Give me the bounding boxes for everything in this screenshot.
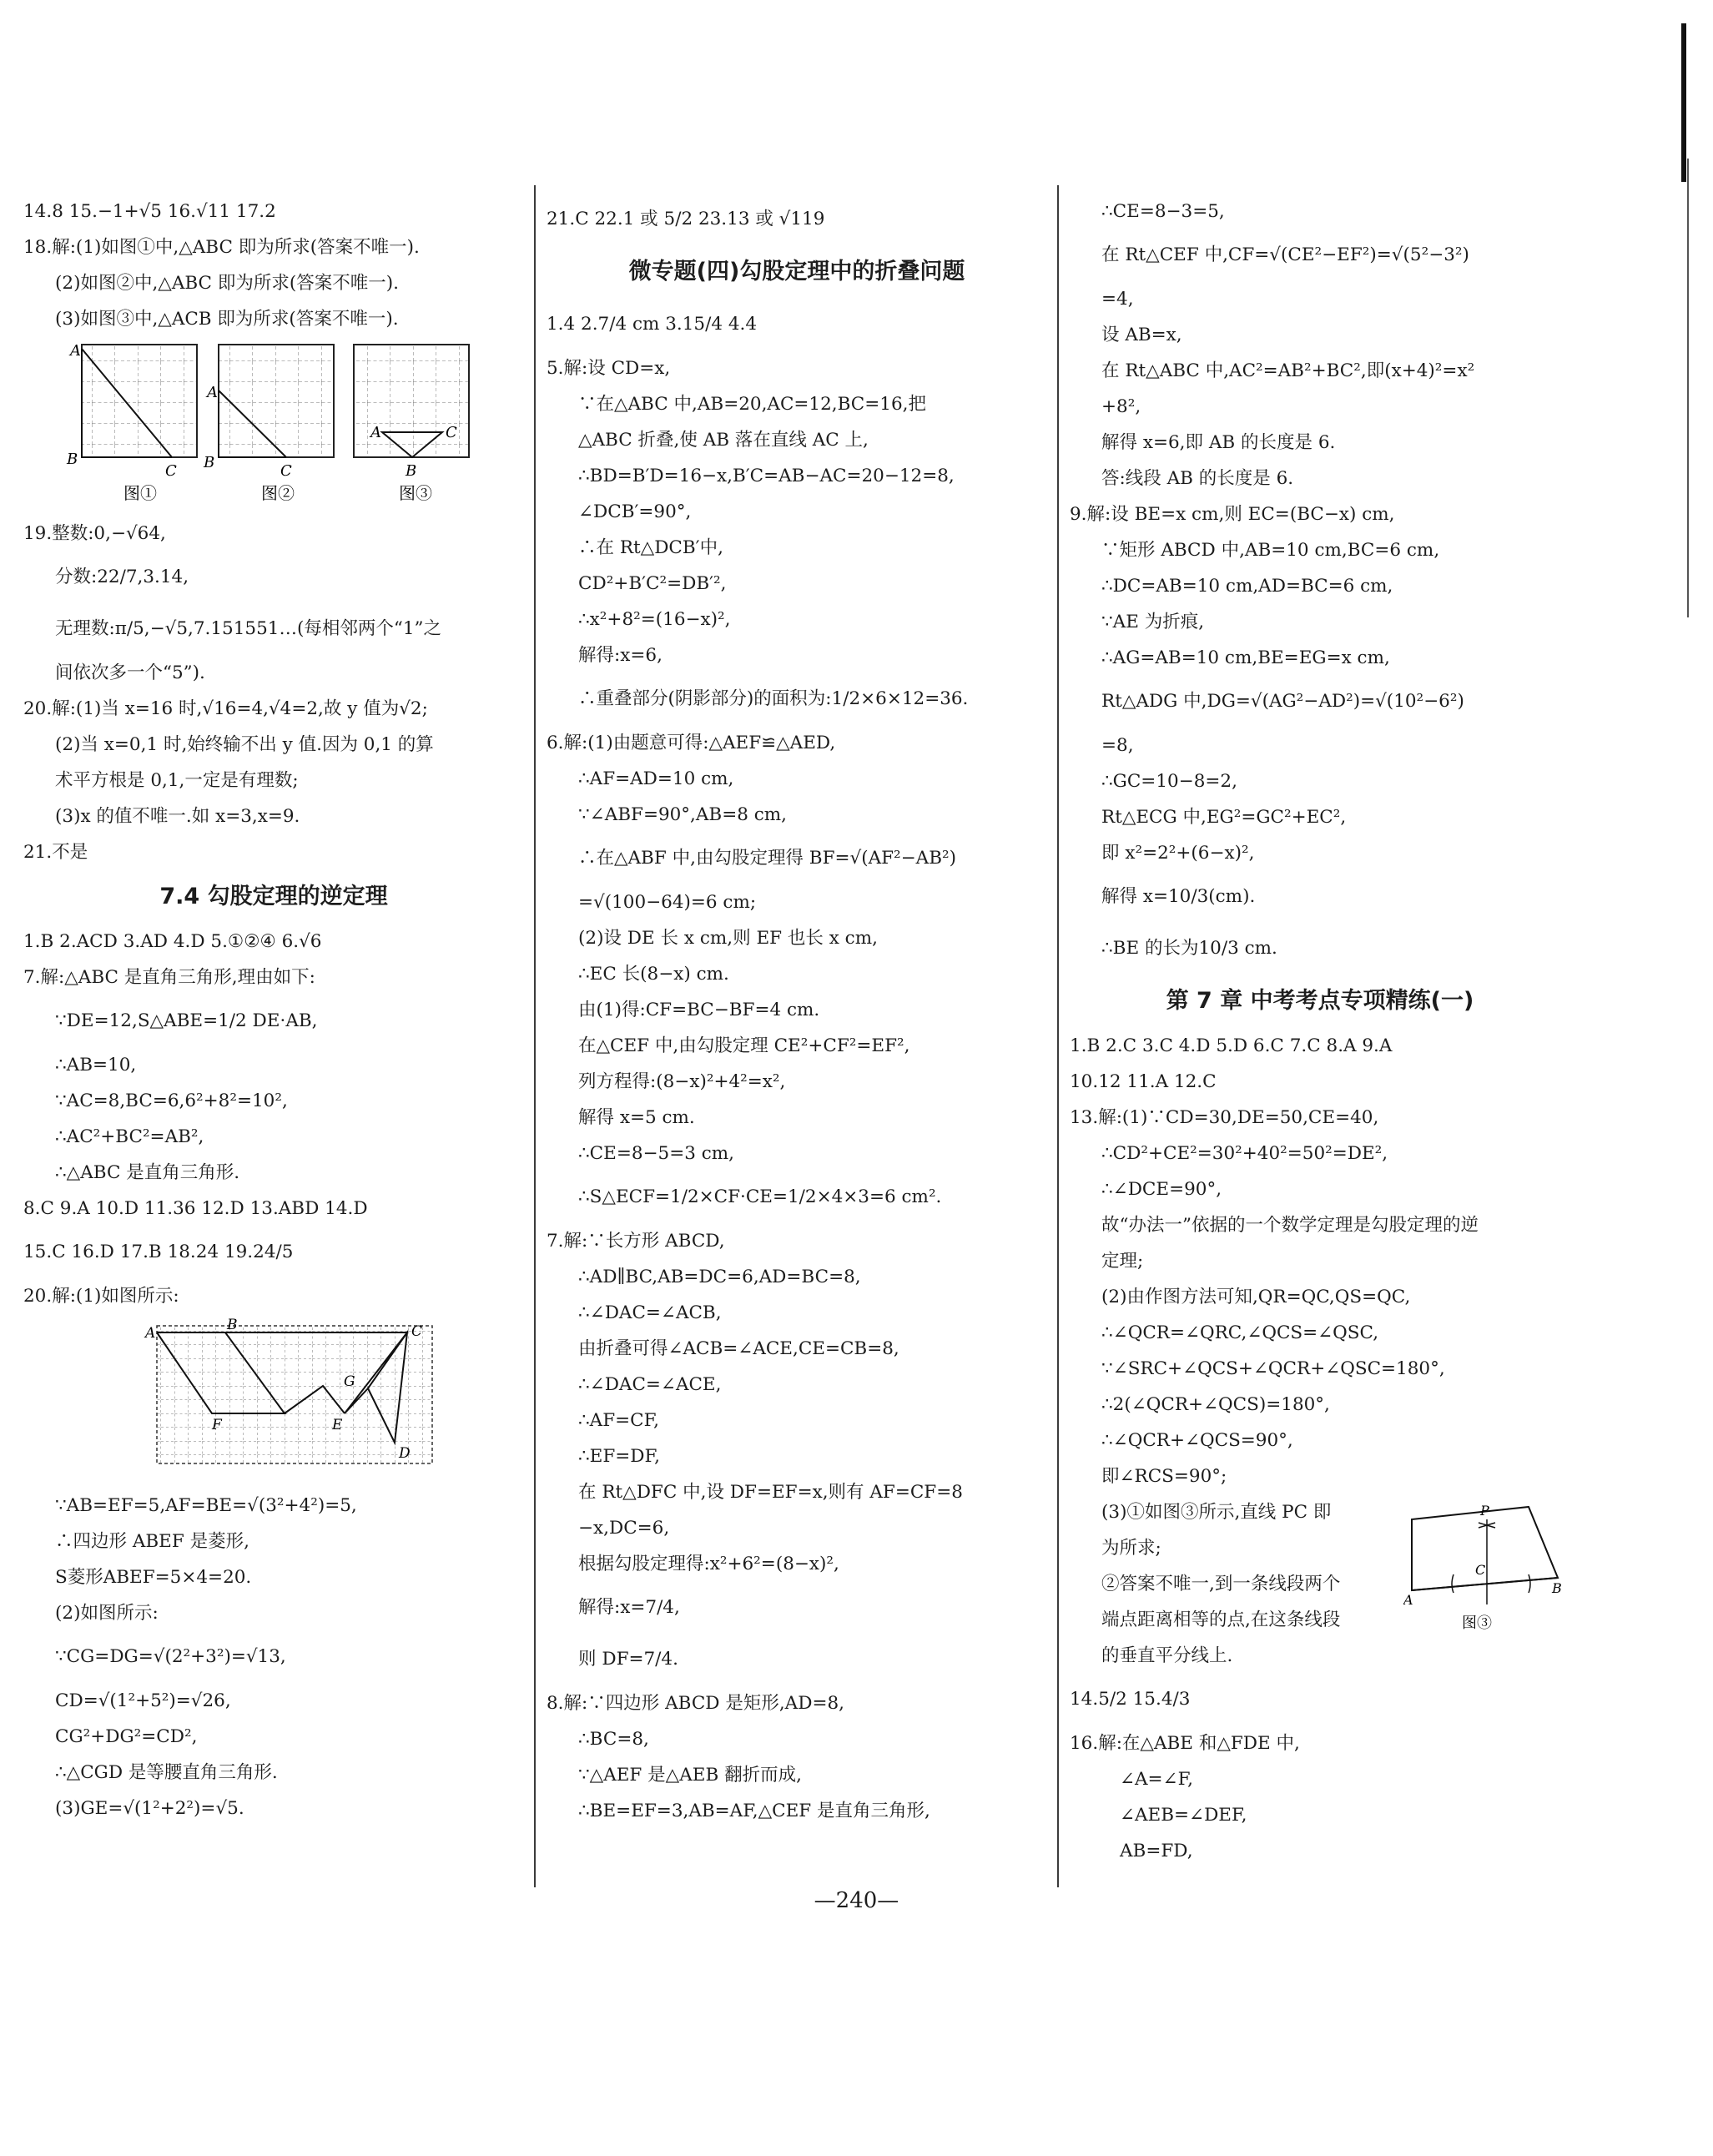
figure-label: C (1475, 1562, 1486, 1578)
answer-line: 的垂直平分线上. (1101, 1645, 1233, 1666)
answer-line: =8, (1101, 735, 1134, 756)
figure-label: A (370, 424, 381, 441)
section-heading: 7.4 勾股定理的逆定理 (159, 884, 388, 909)
answer-line: Rt△ADG 中,DG=√(AG²−AD²)=√(10²−6²) (1101, 691, 1464, 712)
answer-line: ∴AB=10, (55, 1055, 137, 1075)
answer-line: (2)当 x=0,1 时,始终输不出 y 值.因为 0,1 的算 (55, 734, 434, 755)
answer-line: 解得 x=5 cm. (578, 1107, 695, 1128)
answer-line: ∵∠ABF=90°,AB=8 cm, (578, 804, 788, 825)
figure-label: F (212, 1417, 222, 1433)
figure-1 (66, 342, 197, 503)
figure-3 (354, 345, 469, 503)
answer-line: (2)如图②中,△ABC 即为所求(答案不唯一). (55, 273, 399, 294)
answer-line: ∴∠DCE=90°, (1101, 1179, 1222, 1200)
answer-line: ∴∠DAC=∠ACB, (578, 1302, 722, 1323)
answer-line: (3)①如图③所示,直线 PC 即 (1101, 1502, 1332, 1523)
figure-label: B (67, 451, 78, 468)
answer-line: 5.解:设 CD=x, (547, 358, 671, 379)
answer-line: ∴AD∥BC,AB=DC=6,AD=BC=8, (578, 1267, 861, 1287)
answer-line: 解得:x=6, (578, 645, 663, 666)
answer-line: ∴△ABC 是直角三角形. (55, 1162, 240, 1183)
figure-label: A (207, 384, 218, 401)
answer-line: (3)如图③中,△ACB 即为所求(答案不唯一). (55, 309, 399, 330)
answer-line: 1.B 2.ACD 3.AD 4.D 5.①②④ 6.√6 (23, 931, 322, 952)
answer-line: 为所求; (1101, 1538, 1161, 1559)
answer-line: CD=√(1²+5²)=√26, (55, 1690, 231, 1711)
answer-line: S菱形ABEF=5×4=20. (55, 1567, 252, 1588)
answer-line: ∴EC 长(8−x) cm. (578, 964, 729, 985)
answer-line: +8², (1101, 396, 1141, 417)
answer-line: 在△CEF 中,由勾股定理 CE²+CF²=EF², (578, 1035, 910, 1056)
column-divider-1 (534, 185, 536, 1887)
figure-label: D (399, 1445, 411, 1462)
figure-label: G (344, 1373, 355, 1390)
answer-line: ∴△CGD 是等腰直角三角形. (55, 1762, 278, 1783)
figure-caption: 图① (123, 483, 157, 503)
column-divider-2 (1057, 185, 1059, 1887)
figure-label: B (204, 454, 215, 471)
answer-line: 7.解:∵长方形 ABCD, (547, 1231, 725, 1252)
answer-line: 18.解:(1)如图①中,△ABC 即为所求(答案不唯一). (23, 237, 420, 258)
answer-line: ∴2(∠QCR+∠QCS)=180°, (1101, 1394, 1330, 1415)
answer-line: ∴在△ABF 中,由勾股定理得 BF=√(AF²−AB²) (578, 848, 957, 869)
answer-line: 1.B 2.C 3.C 4.D 5.D 6.C 7.C 8.A 9.A (1070, 1035, 1393, 1056)
answer-line: (3)GE=√(1²+2²)=√5. (55, 1798, 244, 1819)
answer-line: =√(100−64)=6 cm; (578, 892, 757, 913)
answer-line: ∴在 Rt△DCB′中, (578, 537, 723, 558)
answer-line: ∴EF=DF, (578, 1446, 660, 1467)
answer-line: (2)如图所示: (55, 1603, 159, 1624)
figure-label: B (1552, 1580, 1562, 1596)
figure-label: C (280, 462, 292, 480)
answer-line: ∴CD²+CE²=30²+40²=50²=DE², (1101, 1143, 1388, 1164)
answer-line: =4, (1101, 289, 1134, 310)
answer-line: 在 Rt△CEF 中,CF=√(CE²−EF²)=√(5²−3²) (1101, 244, 1469, 265)
answer-line: ∵AB=EF=5,AF=BE=√(3²+4²)=5, (55, 1495, 357, 1516)
answer-line: 在 Rt△DFC 中,设 DF=EF=x,则有 AF=CF=8 (578, 1482, 963, 1503)
answer-line: 10.12 11.A 12.C (1070, 1071, 1217, 1092)
answer-line: 解得:x=7/4, (578, 1597, 680, 1618)
figure-label: P (1480, 1503, 1489, 1519)
section-heading: 第 7 章 中考考点专项精练(一) (1166, 988, 1474, 1014)
answer-line: 故“办法一”依据的一个数学定理是勾股定理的逆 (1101, 1215, 1479, 1236)
answer-line: 解得 x=6,即 AB 的长度是 6. (1101, 432, 1336, 453)
grid-figure-q20 (23, 1317, 524, 1484)
answer-line: 9.解:设 BE=x cm,则 EC=(BC−x) cm, (1070, 504, 1395, 525)
answer-line: 20.解:(1)当 x=16 时,√16=4,√4=2,故 y 值为√2; (23, 698, 428, 719)
answer-line: ∴S△ECF=1/2×CF·CE=1/2×4×3=6 cm². (578, 1186, 942, 1207)
figure-label: B (406, 462, 417, 480)
answer-line: ∴CE=8−5=3 cm, (578, 1143, 735, 1164)
answer-line: 即 x²=2²+(6−x)², (1101, 843, 1255, 864)
answer-line: ∠DCB′=90°, (578, 501, 692, 522)
figure-label: C (411, 1323, 423, 1340)
figure-2 (203, 345, 334, 503)
figure-label: C (446, 424, 457, 441)
grid-figures-q18 (23, 340, 524, 512)
answer-line: △ABC 折叠,使 AB 落在直线 AC 上, (578, 430, 869, 451)
answer-line: 21.不是 (23, 842, 88, 863)
answer-line: 术平方根是 0,1,一定是有理数; (55, 770, 299, 791)
figure-label: A (70, 342, 81, 360)
answer-line: 14.8 15.−1+√5 16.√11 17.2 (23, 201, 276, 222)
answer-line: ∴GC=10−8=2, (1101, 771, 1237, 792)
answer-line: ∴∠DAC=∠ACE, (578, 1374, 722, 1395)
answer-line: ∵DE=12,S△ABE=1/2 DE·AB, (55, 1010, 318, 1031)
figure-label: C (165, 462, 177, 480)
answer-line: 则 DF=7/4. (578, 1649, 678, 1670)
answer-line: ∵AE 为折痕, (1101, 612, 1205, 632)
answer-column-3 (1070, 194, 1570, 1884)
figure-label: A (1403, 1592, 1413, 1608)
figure-label: E (332, 1417, 343, 1433)
page-number: —240— (814, 1888, 899, 1913)
q13-part3-block (1070, 1494, 1570, 1674)
answer-line: −x,DC=6, (578, 1518, 670, 1539)
answer-line: 分数:22/7,3.14, (55, 567, 189, 587)
answer-line: 解得 x=10/3(cm). (1101, 886, 1256, 907)
answer-line: 8.C 9.A 10.D 11.36 12.D 13.ABD 14.D (23, 1198, 368, 1219)
answer-line: ∴∠QCR=∠QRC,∠QCS=∠QSC, (1101, 1322, 1379, 1343)
answer-line: 在 Rt△ABC 中,AC²=AB²+BC²,即(x+4)²=x² (1101, 360, 1475, 381)
answer-line: (2)设 DE 长 x cm,则 EF 也长 x cm, (578, 928, 878, 949)
figure-caption: 图② (261, 483, 295, 503)
answer-line: ∴四边形 ABEF 是菱形, (55, 1531, 249, 1552)
answer-line: 20.解:(1)如图所示: (23, 1286, 179, 1307)
answer-line: ∵矩形 ABCD 中,AB=10 cm,BC=6 cm, (1101, 540, 1440, 561)
answer-line: ∵在△ABC 中,AB=20,AC=12,BC=16,把 (578, 394, 926, 415)
answer-line: 无理数:π/5,−√5,7.151551…(每相邻两个“1”之 (55, 618, 441, 639)
answer-line: ∴BE=EF=3,AB=AF,△CEF 是直角三角形, (578, 1801, 930, 1821)
section-heading: 微专题(四)勾股定理中的折叠问题 (628, 259, 965, 285)
answer-line: ∴BD=B′D=16−x,B′C=AB−AC=20−12=8, (578, 466, 955, 486)
answer-line: ∵△AEF 是△AEB 翻折而成, (578, 1765, 802, 1786)
answer-line: 由(1)得:CF=BC−BF=4 cm. (578, 1000, 820, 1020)
figure-label: B (227, 1317, 238, 1333)
page-edge-line (1687, 159, 1689, 617)
answer-line: ∠A=∠F, (1120, 1769, 1193, 1790)
answer-line: ∵∠SRC+∠QCS+∠QCR+∠QSC=180°, (1101, 1358, 1445, 1379)
answer-line: ∠AEB=∠DEF, (1120, 1805, 1247, 1826)
answer-line: 端点距离相等的点,在这条线段 (1101, 1609, 1341, 1630)
answer-line: ∴AF=AD=10 cm, (578, 768, 734, 789)
answer-line: 19.整数:0,−√64, (23, 523, 166, 544)
figure-caption: 图③ (1462, 1614, 1492, 1632)
answer-line: (3)x 的值不唯一.如 x=3,x=9. (55, 806, 300, 827)
answer-line: ∴CE=8−3=5, (1101, 201, 1225, 222)
answer-line: ∵CG=DG=√(2²+3²)=√13, (55, 1646, 286, 1667)
answer-line: ∴BC=8, (578, 1729, 649, 1750)
answer-line: 列方程得:(8−x)²+4²=x², (578, 1071, 786, 1092)
answer-line: 21.C 22.1 或 5/2 23.13 或 √119 (547, 209, 825, 229)
answer-line: ∴AF=CF, (578, 1410, 659, 1431)
answer-line: 根据勾股定理得:x²+6²=(8−x)², (578, 1554, 839, 1574)
answer-line: 由折叠可得∠ACB=∠ACE,CE=CB=8, (578, 1338, 899, 1359)
answer-line: ∴AC²+BC²=AB², (55, 1126, 204, 1147)
answer-line: AB=FD, (1120, 1841, 1193, 1861)
answer-line: 1.4 2.7/4 cm 3.15/4 4.4 (547, 314, 758, 335)
answer-line: 7.解:△ABC 是直角三角形,理由如下: (23, 967, 315, 988)
answer-line: 定理; (1101, 1251, 1144, 1272)
answer-line: CD²+B′C²=DB′², (578, 573, 727, 594)
answer-line: CG²+DG²=CD², (55, 1726, 198, 1747)
answer-line: 16.解:在△ABE 和△FDE 中, (1070, 1733, 1300, 1754)
answer-line: ∴DC=AB=10 cm,AD=BC=6 cm, (1101, 576, 1393, 597)
page-edge-mark (1681, 23, 1686, 182)
answer-line: ②答案不唯一,到一条线段两个 (1101, 1574, 1341, 1594)
answer-line: ∴x²+8²=(16−x)², (578, 609, 731, 630)
answer-line: 间依次多一个“5”). (55, 662, 205, 683)
answer-line: ∴∠QCR+∠QCS=90°, (1101, 1430, 1293, 1451)
answer-line: 6.解:(1)由题意可得:△AEF≌△AED, (547, 733, 836, 753)
answer-line: (2)由作图方法可知,QR=QC,QS=QC, (1101, 1287, 1411, 1307)
answer-line: ∴AG=AB=10 cm,BE=EG=x cm, (1101, 647, 1390, 668)
answer-line: 答:线段 AB 的长度是 6. (1101, 468, 1294, 489)
answer-line: ∴重叠部分(阴影部分)的面积为:1/2×6×12=36. (578, 688, 969, 709)
answer-line: ∵AC=8,BC=6,6²+8²=10², (55, 1091, 288, 1111)
figure-3-perpendicular-bisector (1403, 1494, 1562, 1645)
answer-line: 8.解:∵四边形 ABCD 是矩形,AD=8, (547, 1693, 844, 1714)
answer-line: ∴BE 的长为10/3 cm. (1101, 938, 1277, 959)
answer-line: 15.C 16.D 17.B 18.24 19.24/5 (23, 1242, 294, 1262)
figure-caption: 图③ (399, 483, 432, 503)
answer-line: 13.解:(1)∵CD=30,DE=50,CE=40, (1070, 1107, 1379, 1128)
figure-label: A (145, 1325, 156, 1342)
answer-line: 14.5/2 15.4/3 (1070, 1689, 1191, 1710)
answer-column-1 (23, 194, 524, 1884)
answer-line: 设 AB=x, (1101, 325, 1182, 345)
answer-column-2 (547, 194, 1047, 1884)
answer-line: 即∠RCS=90°; (1101, 1466, 1227, 1487)
answer-line: Rt△ECG 中,EG²=GC²+EC², (1101, 807, 1347, 828)
